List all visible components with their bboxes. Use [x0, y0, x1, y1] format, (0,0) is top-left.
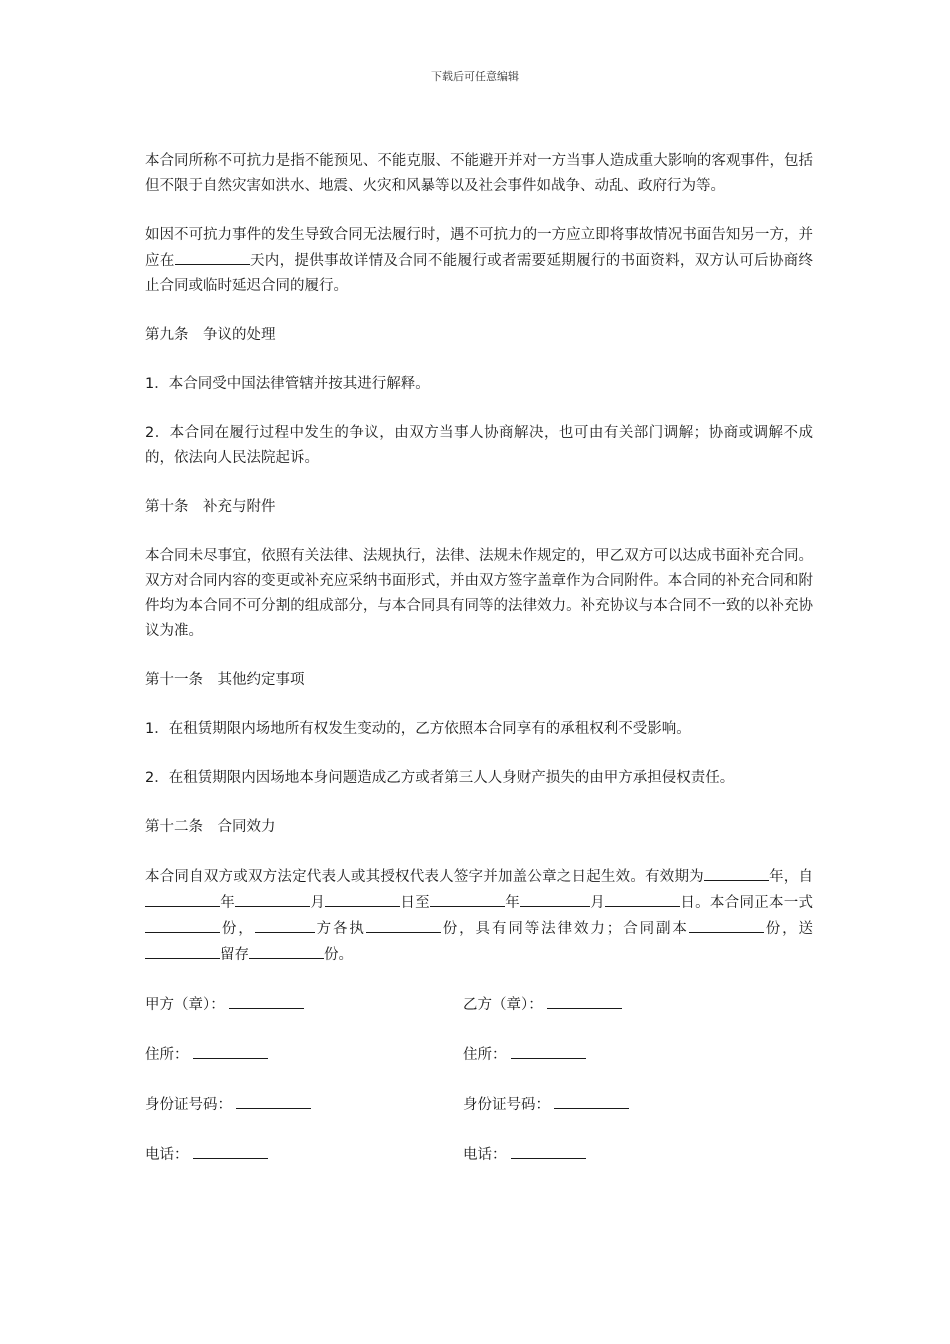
address-b-label: 住所： — [463, 1047, 507, 1063]
copies-unit-label: 份， — [220, 921, 255, 937]
id-b-label: 身份证号码： — [463, 1097, 550, 1113]
id-b-field — [463, 1092, 781, 1117]
validity-years-blank-b[interactable] — [734, 864, 769, 881]
years-from-text: 年，自 — [768, 869, 813, 885]
party-b-label: 乙方（章）： — [463, 997, 543, 1013]
force-majeure-notice-text-a: 如因不可抗力事件的发生导致合同无法履行时，遇不可抗力的一方应立即将事故情况书面告知另一方，并应在 — [145, 227, 813, 269]
start-year-blank[interactable] — [145, 890, 220, 907]
signature-row-address — [145, 1042, 813, 1067]
end-day-blank[interactable] — [605, 890, 680, 907]
notice-days-blank[interactable] — [175, 248, 250, 265]
force-majeure-notice-text-b: 天内，提供事故详情及合同不能履行或者需要延期履行的书面资料，双方认可后协商终止合同或临时延迟合同的履行。 — [145, 253, 814, 294]
phone-b-field — [463, 1142, 781, 1167]
send-label: 份，送 — [763, 921, 814, 937]
phone-a-field — [145, 1142, 463, 1167]
party-count-blank[interactable] — [255, 916, 315, 933]
year-label: 年 — [220, 895, 236, 911]
article12-title: 第十二条 合同效力 — [145, 819, 276, 835]
end-month-label: 月 — [590, 895, 606, 911]
article9-item2: 2．本合同在履行过程中发生的争议，由双方当事人协商解决，也可由有关部门调解；协商或调解不成的，依法向人民法院起诉。 — [145, 425, 813, 466]
retain-label: 留存 — [220, 947, 249, 963]
address-b-blank[interactable] — [511, 1042, 586, 1059]
party-b-field — [463, 992, 781, 1017]
each-party-label: 方各执 — [314, 921, 366, 937]
article10-title: 第十条 补充与附件 — [145, 499, 276, 515]
id-a-field — [145, 1092, 463, 1117]
end-year-label: 年 — [504, 895, 521, 911]
contract-body — [145, 149, 813, 1192]
address-a-label: 住所： — [145, 1047, 189, 1063]
duplicate-copies-blank[interactable] — [689, 916, 764, 933]
party-a-field — [145, 992, 463, 1017]
address-b-field — [463, 1042, 781, 1067]
phone-b-label: 电话： — [463, 1147, 507, 1163]
force-majeure-definition: 本合同所称不可抗力是指不能预见、不能克服、不能避开并对一方当事人造成重大影响的客观事件，包括但不限于自然灾害如洪水、地震、火灾和风暴等以及社会事件如战争、动乱、政府行为等。 — [145, 153, 813, 194]
party-a-label: 甲方（章）： — [145, 997, 225, 1013]
article9-title: 第九条 争议的处理 — [145, 327, 276, 343]
header-note: 下载后可任意编辑 — [431, 70, 519, 83]
signature-row-phone — [145, 1142, 813, 1167]
phone-a-blank[interactable] — [193, 1142, 268, 1159]
id-a-blank[interactable] — [236, 1092, 311, 1109]
article11-item1: 1．在租赁期限内场地所有权发生变动的，乙方依照本合同享有的承租权利不受影响。 — [145, 721, 691, 737]
signature-row-party — [145, 992, 813, 1017]
copies-text: 日。本合同正本一式 — [680, 895, 814, 911]
copies-end-label: 份。 — [324, 947, 353, 963]
id-b-blank[interactable] — [554, 1092, 629, 1109]
end-year-blank[interactable] — [430, 890, 505, 907]
signature-row-id — [145, 1092, 813, 1117]
start-day-blank[interactable] — [325, 890, 400, 907]
article11-title: 第十一条 其他约定事项 — [145, 672, 305, 688]
end-month-blank[interactable] — [520, 890, 590, 907]
original-copies-blank[interactable] — [145, 916, 220, 933]
month-label: 月 — [310, 895, 326, 911]
retain-copies-blank[interactable] — [249, 942, 324, 959]
article11-item2: 2．在租赁期限内因场地本身问题造成乙方或者第三人人身财产损失的由甲方承担侵权责任。 — [145, 770, 735, 786]
phone-a-label: 电话： — [145, 1147, 189, 1163]
party-a-blank[interactable] — [229, 992, 304, 1009]
id-a-label: 身份证号码： — [145, 1097, 232, 1113]
each-party-copies-blank[interactable] — [366, 916, 441, 933]
duplicate-text: 份，具有同等法律效力；合同副本 — [440, 921, 689, 937]
address-a-blank[interactable] — [193, 1042, 268, 1059]
validity-years-blank-a[interactable] — [704, 864, 734, 881]
start-month-blank[interactable] — [235, 890, 310, 907]
force-majeure-notice — [145, 223, 813, 299]
party-b-blank[interactable] — [547, 992, 622, 1009]
article9-item1: 1．本合同受中国法律管辖并按其进行解释。 — [145, 376, 430, 392]
day-to-label: 日至 — [400, 895, 430, 911]
article12-body — [145, 864, 813, 968]
send-to-blank[interactable] — [145, 942, 220, 959]
article10-body: 本合同未尽事宜，依照有关法律、法规执行，法律、法规未作规定的，甲乙双方可以达成书面补充合同。双方对合同内容的变更或补充应采纳书面形式，并由双方签字盖章作为合同附件。本合同的补充合同和附件均为本合同不可分割的组成部分，与本合同具有同等的法律效力。补充协议与本合同不一致的以补充协议为准。 — [145, 548, 813, 639]
validity-text: 本合同自双方或双方法定代表人或其授权代表人签字并加盖公章之日起生效。有效期为 — [145, 869, 704, 885]
phone-b-blank[interactable] — [511, 1142, 586, 1159]
address-a-field — [145, 1042, 463, 1067]
